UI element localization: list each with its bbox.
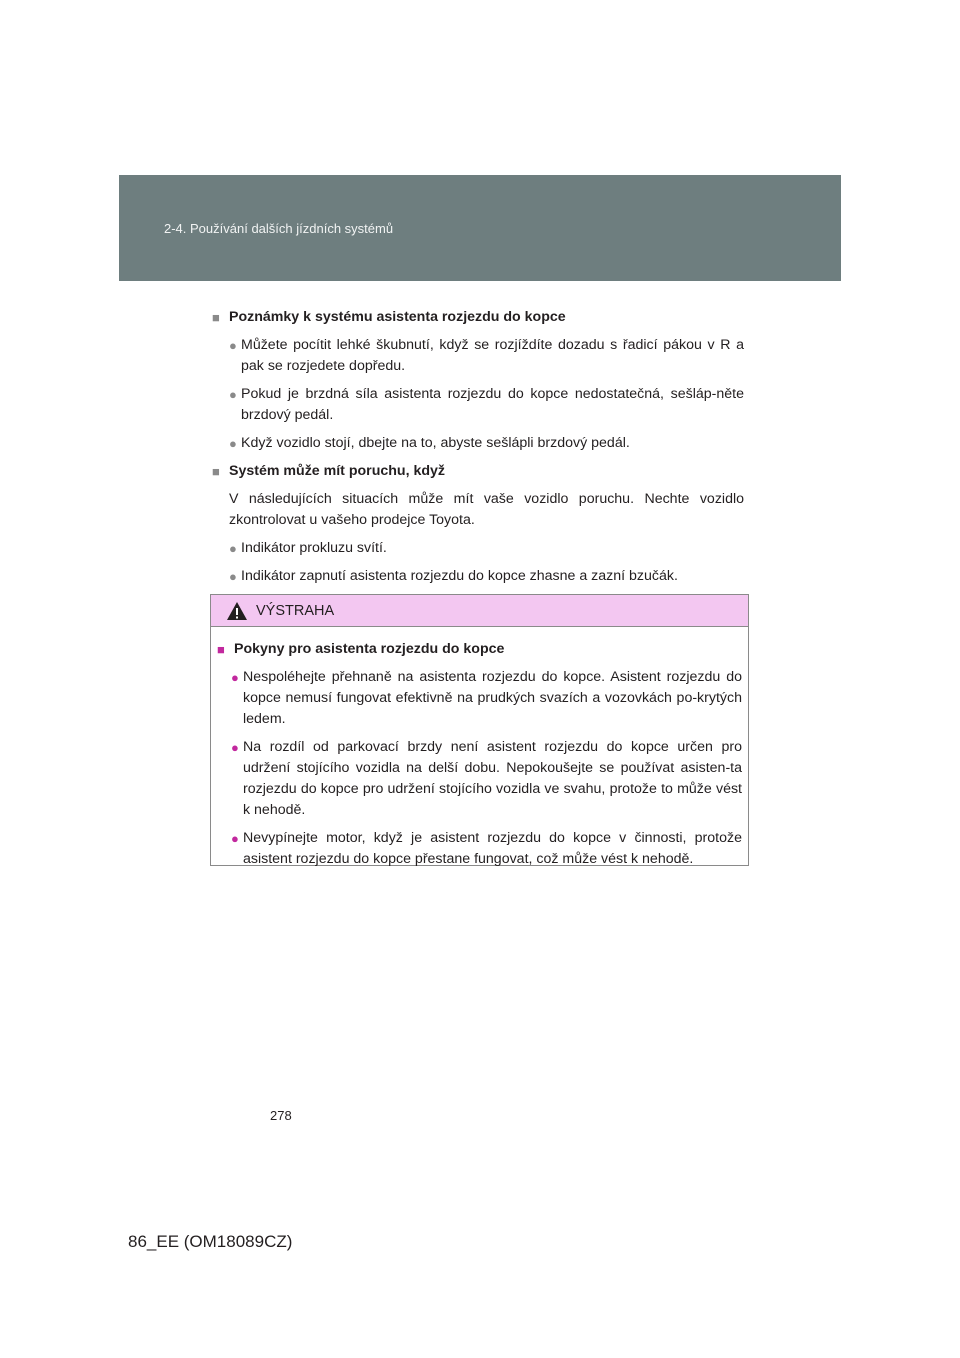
circle-bullet-icon: ● (229, 541, 237, 556)
circle-bullet-icon: ● (229, 569, 237, 584)
malfunction-heading (212, 461, 744, 482)
warning-body (211, 627, 748, 870)
malfunction-title: Systém může mít poruchu, když (229, 463, 446, 479)
warning-item-3: Nevypínejte motor, když je asistent rozjezdu do kopce v činnosti, protože asistent rozjezdu do kopce přestane fungovat, což může vést k nehodě. (243, 830, 742, 867)
list-item (217, 828, 742, 870)
square-bullet-icon: ■ (212, 310, 220, 325)
circle-bullet-icon: ● (231, 831, 239, 846)
main-content (212, 307, 744, 594)
notes-title: Poznámky k systému asistenta rozjezdu do kopce (229, 309, 566, 325)
notes-heading (212, 307, 744, 328)
notes-item-1: Můžete pocítit lehké škubnutí, když se rozjíždíte dozadu s řadicí pákou v R a pak se rozjedete dopředu. (241, 337, 744, 374)
warning-label: VÝSTRAHA (256, 602, 335, 619)
warning-triangle-icon (226, 601, 248, 621)
circle-bullet-icon: ● (229, 436, 237, 451)
malfunction-item-1: Indikátor prokluzu svítí. (241, 540, 387, 556)
document-code: 86_EE (OM18089CZ) (128, 1232, 293, 1251)
warning-item-2: Na rozdíl od parkovací brzdy není asistent rozjezdu do kopce určen pro udržení stojícího vozidla na delší dobu. Nepokoušejte se používat asisten-ta rozjezdu do kopce pro udržení stojícího vozidla ve svahu, protože to může vést k nehodě. (243, 739, 742, 818)
warning-item-1: Nespoléhejte přehnaně na asistenta rozjezdu do kopce. Asistent rozjezdu do kopce nemusí fungovat efektivně na prudkých svazích a vozovkách po-krytých ledem. (243, 669, 742, 727)
list-item (212, 384, 744, 426)
page-number: 278 (270, 1108, 292, 1123)
notes-item-2: Pokud je brzdná síla asistenta rozjezdu do kopce nedostatečná, sešláp-něte brzdový pedál. (241, 386, 744, 423)
warning-heading (217, 639, 742, 660)
section-title: 2-4. Používání dalších jízdních systémů (164, 221, 394, 236)
list-item (212, 566, 744, 587)
malfunction-intro: V následujících situacích může mít vaše vozidlo poruchu. Nechte vozidlo zkontrolovat u vašeho prodejce Toyota. (229, 491, 744, 528)
list-item (217, 737, 742, 821)
list-item (217, 667, 742, 730)
list-item (212, 433, 744, 454)
circle-bullet-icon: ● (231, 670, 239, 685)
circle-bullet-icon: ● (229, 387, 237, 402)
square-bullet-icon: ■ (217, 642, 225, 657)
warning-box (210, 594, 749, 866)
square-bullet-icon: ■ (212, 464, 220, 479)
warning-header (211, 595, 748, 627)
circle-bullet-icon: ● (231, 740, 239, 755)
notes-item-3: Když vozidlo stojí, dbejte na to, abyste sešlápli brzdový pedál. (241, 435, 630, 451)
header-band (119, 175, 841, 281)
malfunction-item-2: Indikátor zapnutí asistenta rozjezdu do kopce zhasne a zazní bzučák. (241, 568, 678, 584)
list-item (212, 335, 744, 377)
list-item (212, 538, 744, 559)
warning-title: Pokyny pro asistenta rozjezdu do kopce (234, 641, 505, 657)
circle-bullet-icon: ● (229, 338, 237, 353)
